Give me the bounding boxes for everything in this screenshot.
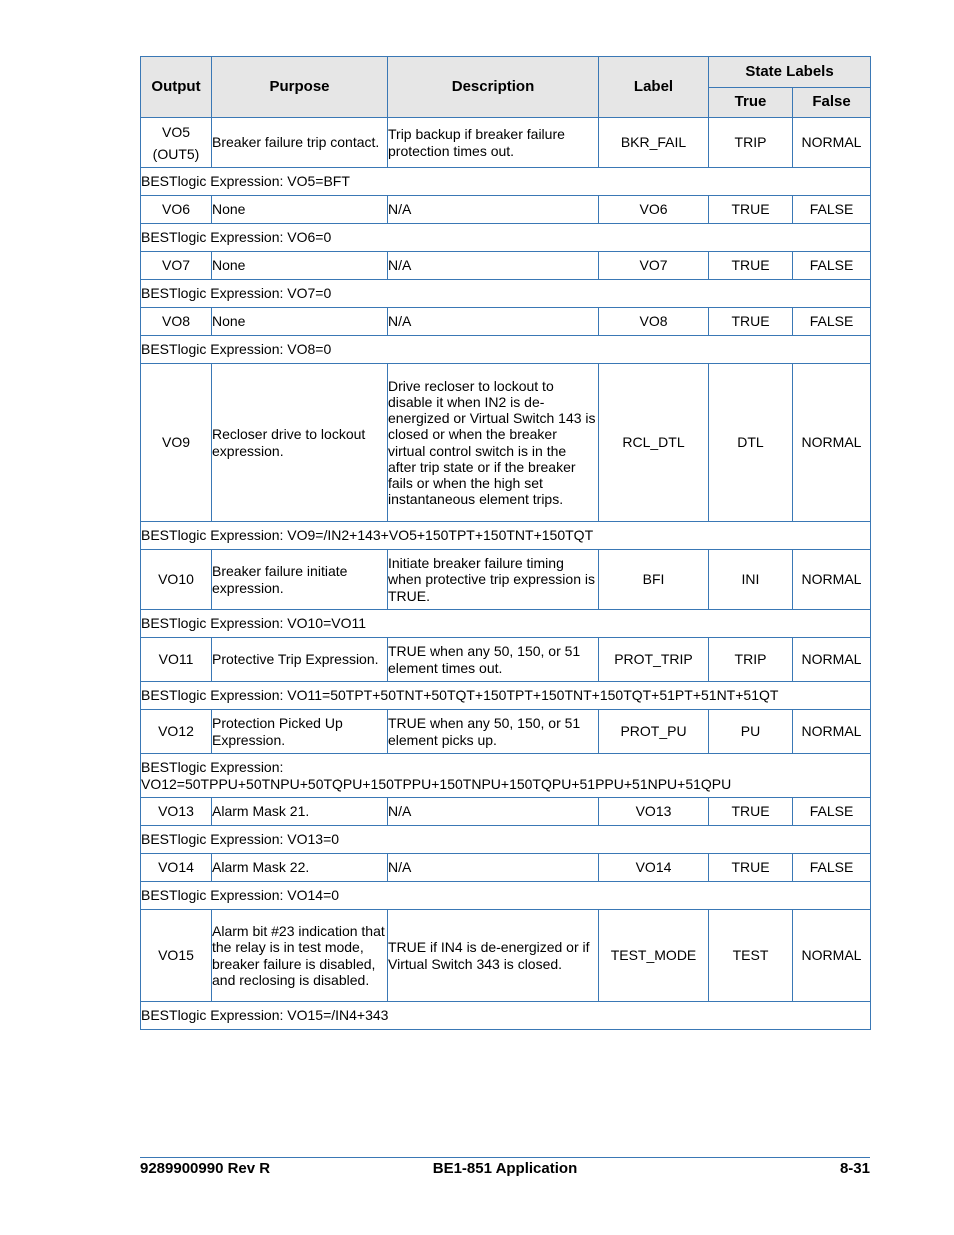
false-state-cell: NORMAL [793,550,871,610]
true-state-cell: TRIP [709,118,793,168]
expression-row [141,682,871,710]
bestlogic-expression: BESTlogic Expression: VO5=BFT [141,168,871,196]
false-state-cell: FALSE [793,196,871,224]
purpose-cell: Protective Trip Expression. [212,638,388,682]
output-cell: VO10 [141,550,212,610]
description-cell: N/A [388,252,599,280]
expression-row [141,522,871,550]
label-cell: TEST_MODE [599,910,709,1002]
output-cell: VO11 [141,638,212,682]
label-cell: VO8 [599,308,709,336]
output-cell: VO15 [141,910,212,1002]
bestlogic-expression: BESTlogic Expression: VO13=0 [141,826,871,854]
output-cell: VO6 [141,196,212,224]
true-state-cell: TRUE [709,854,793,882]
table-row [141,854,871,882]
description-cell: TRUE when any 50, 150, or 51 element picks up. [388,710,599,754]
description-cell: Trip backup if breaker failure protection times out. [388,118,599,168]
output-cell: VO13 [141,798,212,826]
header-output: Output [141,57,212,118]
expression-row [141,754,871,798]
false-state-cell: NORMAL [793,638,871,682]
false-state-cell: NORMAL [793,910,871,1002]
footer-divider [140,1157,870,1158]
bestlogic-expression: BESTlogic Expression: VO10=VO11 [141,610,871,638]
purpose-cell: None [212,252,388,280]
table-row [141,308,871,336]
bestlogic-expression [141,754,871,798]
label-cell: BFI [599,550,709,610]
bestlogic-expression: BESTlogic Expression: VO9=/IN2+143+VO5+150TPT+150TNT+150TQT [141,522,871,550]
expression-row [141,168,871,196]
output-cell: VO9 [141,364,212,522]
expression-row [141,224,871,252]
purpose-cell: None [212,196,388,224]
false-state-cell: FALSE [793,252,871,280]
false-state-cell: NORMAL [793,710,871,754]
header-false: False [793,88,871,118]
virtual-outputs-table [140,56,871,1030]
header-state-labels: State Labels [709,57,871,88]
table-row [141,196,871,224]
table-row [141,550,871,610]
table-row [141,710,871,754]
bestlogic-expression: BESTlogic Expression: VO11=50TPT+50TNT+50TQT+150TPT+150TNT+150TQT+51PT+51NT+51QT [141,682,871,710]
description-cell: Drive recloser to lockout to disable it when IN2 is de-energized or Virtual Switch 143 is closed or when the breaker virtual control switch is in the after trip state or if the breaker fails or when the high set instantaneous element trips. [388,364,599,522]
true-state-cell: TRIP [709,638,793,682]
purpose-cell: Protection Picked Up Expression. [212,710,388,754]
footer-doc-number: 9289900990 Rev R [140,1160,271,1177]
header-label: Label [599,57,709,118]
bestlogic-expression: BESTlogic Expression: VO7=0 [141,280,871,308]
description-cell: TRUE when any 50, 150, or 51 element times out. [388,638,599,682]
description-cell: TRUE if IN4 is de-energized or if Virtual Switch 343 is closed. [388,910,599,1002]
true-state-cell: PU [709,710,793,754]
true-state-cell: DTL [709,364,793,522]
true-state-cell: INI [709,550,793,610]
label-cell: PROT_PU [599,710,709,754]
output-cell: VO8 [141,308,212,336]
label-cell: VO6 [599,196,709,224]
expression-formula: VO12=50TPPU+50TNPU+50TQPU+150TPPU+150TNPU+150TQPU+51PPU+51NPU+51QPU [141,775,732,792]
label-cell: VO13 [599,798,709,826]
table-row [141,798,871,826]
false-state-cell: NORMAL [793,118,871,168]
false-state-cell: FALSE [793,798,871,826]
purpose-cell: Alarm Mask 22. [212,854,388,882]
expression-row [141,336,871,364]
purpose-cell: Alarm bit #23 indication that the relay is in test mode, breaker failure is disabled, and reclosing is disabled. [212,910,388,1002]
table-row [141,252,871,280]
header-description: Description [388,57,599,118]
false-state-cell: FALSE [793,308,871,336]
description-cell: N/A [388,196,599,224]
header-true: True [709,88,793,118]
expression-row [141,826,871,854]
label-cell: PROT_TRIP [599,638,709,682]
output-cell: VO12 [141,710,212,754]
label-cell: RCL_DTL [599,364,709,522]
output-cell: VO14 [141,854,212,882]
purpose-cell: Breaker failure initiate expression. [212,550,388,610]
header-row [141,57,871,88]
purpose-cell: Recloser drive to lockout expression. [212,364,388,522]
bestlogic-expression: BESTlogic Expression: VO8=0 [141,336,871,364]
expression-row [141,610,871,638]
header-purpose: Purpose [212,57,388,118]
true-state-cell: TRUE [709,252,793,280]
table-row [141,910,871,1002]
purpose-cell: None [212,308,388,336]
bestlogic-expression: BESTlogic Expression: VO6=0 [141,224,871,252]
footer-title: BE1-851 Application [432,1160,578,1177]
bestlogic-expression: BESTlogic Expression: VO15=/IN4+343 [141,1002,871,1030]
label-cell: BKR_FAIL [599,118,709,168]
output-contact: (OUT5) [152,145,200,162]
true-state-cell: TRUE [709,798,793,826]
table-row [141,364,871,522]
footer-page-number: 8-31 [839,1160,870,1177]
purpose-cell: Alarm Mask 21. [212,798,388,826]
output-name: VO5 [161,123,190,140]
output-cell: VO7 [141,252,212,280]
expression-row [141,1002,871,1030]
description-cell: N/A [388,798,599,826]
label-cell: VO7 [599,252,709,280]
true-state-cell: TRUE [709,196,793,224]
table-row [141,638,871,682]
true-state-cell: TRUE [709,308,793,336]
false-state-cell: NORMAL [793,364,871,522]
expression-label: BESTlogic Expression: [141,759,284,776]
description-cell: Initiate breaker failure timing when protective trip expression is TRUE. [388,550,599,610]
description-cell: N/A [388,854,599,882]
purpose-cell: Breaker failure trip contact. [212,118,388,168]
expression-row [141,280,871,308]
label-cell: VO14 [599,854,709,882]
expression-row [141,882,871,910]
description-cell: N/A [388,308,599,336]
false-state-cell: FALSE [793,854,871,882]
bestlogic-expression: BESTlogic Expression: VO14=0 [141,882,871,910]
output-cell [141,118,212,168]
table-row [141,118,871,168]
true-state-cell: TEST [709,910,793,1002]
